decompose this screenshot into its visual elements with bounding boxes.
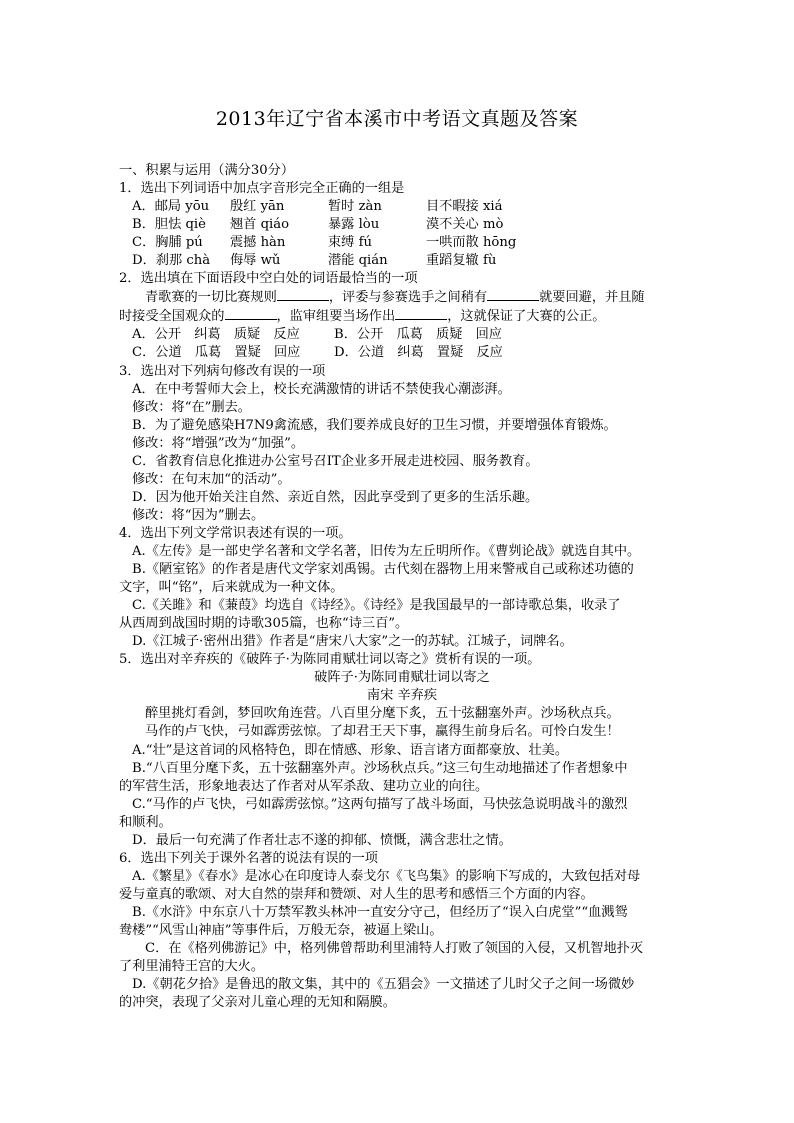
passage-text: ，这就保证了大赛的公正。 [447, 309, 606, 325]
question-3-option-a: A．在中考誓师大会上，校长充满激情的讲话不禁使我心潮澎湃。 [132, 381, 511, 397]
question-2-stem: 2．选出填在下面语段中空白处的词语最恰当的一项 [119, 271, 418, 287]
poem-author: 南宋 辛弃疾 [366, 688, 438, 704]
question-5-option-a: A.“壮”是这首词的风格特色，即在情感、形象、语言诸方面都豪放、壮美。 [132, 742, 569, 758]
document-body [119, 162, 685, 1012]
question-1-option-c [119, 234, 685, 252]
question-6-option-b-line-1: B.《水浒》中东京八十万禁军教头林冲一直安分守己，但经历了“误入白虎堂”“血溅鸳 [132, 904, 628, 920]
question-6-option-d-line-1: D.《朝花夕拾》是鲁迅的散文集，其中的《五猖会》一文描述了儿时父子之间一场微妙 [132, 977, 635, 993]
poem-line-2: 马作的卢飞快，弓如霹雳弦惊。了却君王天下事，赢得生前身后名。可怜白发生！ [145, 724, 620, 740]
question-5-option-b-line-1: B.“八百里分麾下炙，五十弦翻塞外声。沙场秋点兵。”这三句生动地描述了作者想象中 [132, 760, 628, 776]
passage-text: ，监审组要当场作出 [276, 309, 396, 325]
question-6-option-a-line-1: A.《繁星》《春水》是冰心在印度诗人泰戈尔《飞鸟集》的影响下写成的，大致包括对母 [132, 868, 641, 884]
question-5-option-b-line-2: 的军营生活，形象地表达了作者对从军杀敌、建功立业的向往。 [119, 778, 489, 794]
option-text: 侮辱 wǔ [230, 253, 281, 269]
question-6-stem: 6．选出下列关于课外名著的说法有误的一项 [119, 850, 378, 866]
fill-blank [487, 288, 539, 301]
question-3-fix-a: 修改：将“在”删去。 [132, 399, 251, 415]
poem-title: 破阵子·为陈同甫赋壮词以寄之 [314, 670, 490, 686]
option-text: 潜能 qián [328, 253, 388, 269]
option-text: C．胸脯 pú [132, 235, 203, 251]
option-text: B．胆怯 qiè [132, 217, 206, 233]
question-4-option-c-line-1: C.《关雎》和《蒹葭》均选自《诗经》。《诗经》是我国最早的一部诗歌总集，收录了 [132, 598, 621, 614]
option-text: 一哄而散 hōng [426, 235, 517, 251]
option-text: 暴露 lòu [328, 217, 380, 233]
section-heading: 一、积累与运用（满分30分） [119, 163, 295, 178]
passage-text: 就要回避，并且随 [539, 290, 645, 306]
question-1-option-b [119, 216, 685, 234]
question-5-stem: 5．选出对辛弃疾的《破阵子·为陈同甫赋壮词以寄之》赏析有误的一项。 [119, 652, 541, 668]
question-1-option-a [119, 198, 685, 216]
question-2-options-ab [119, 326, 685, 344]
option-text: 暂时 zàn [328, 199, 382, 215]
question-1-stem: 1．选出下列词语中加点字音形完全正确的一组是 [119, 181, 405, 197]
question-3-fix-c: 修改：在句末加“的活动”。 [132, 471, 291, 487]
question-2-passage-line-2 [119, 307, 685, 326]
fill-blank [277, 288, 329, 301]
question-6-option-b-line-2: 鸯楼”“风雪山神庙”等事件后，万般无奈，被逼上梁山。 [119, 922, 443, 938]
question-2-options-cd [119, 344, 685, 362]
question-4-option-d: D.《江城子·密州出猎》作者是“唐宋八大家”之一的苏轼。江城子，词牌名。 [132, 634, 573, 650]
question-3-option-c: C．省教育信息化推进办公室号召IT企业多开展走进校园、服务教育。 [132, 453, 539, 469]
passage-text: 青歌赛的一切比赛规则 [145, 290, 277, 306]
question-6-option-c-line-2: 了利里浦特王宫的大火。 [119, 959, 265, 975]
question-4-option-b-line-1: B.《陋室铭》的作者是唐代文学家刘禹锡。古代刻在器物上用来警戒自己或称述功德的 [132, 562, 634, 578]
option-text: 震撼 hàn [230, 235, 286, 251]
option-text: D．公道 纠葛 置疑 反应 [334, 345, 503, 361]
option-text: 殷红 yān [230, 199, 285, 215]
question-3-fix-d: 修改：将“因为”删去。 [132, 507, 265, 523]
question-2-passage-line-1 [119, 288, 685, 307]
question-6-option-a-line-2: 爱与童真的歌颂、对大自然的崇拜和赞颂、对人生的思考和感悟三个方面的内容。 [119, 886, 594, 902]
poem-line-1: 醉里挑灯看剑，梦回吹角连营。八百里分麾下炙，五十弦翻塞外声。沙场秋点兵。 [145, 706, 620, 722]
option-text: A．公开 纠葛 质疑 反应 [132, 327, 300, 343]
option-text: D．刹那 chà [132, 253, 211, 269]
question-5-option-d: D．最后一句充满了作者壮志不遂的抑郁、愤慨，满含悲壮之情。 [132, 832, 512, 848]
question-4-option-c-line-2: 从西周到战国时期的诗歌305篇，也称“诗三百”。 [119, 616, 409, 632]
question-5-option-c-line-1: C.“马作的卢飞快，弓如霹雳弦惊。”这两句描写了战斗场面，马快弦急说明战斗的激烈 [132, 796, 628, 812]
fill-blank [225, 307, 277, 320]
question-6-option-c-line-1: C．在《格列佛游记》中，格列佛曾帮助利里浦特人打败了领国的入侵，又机智地扑灭 [145, 941, 644, 957]
question-4-stem: 4．选出下列文学常识表述有误的一项。 [119, 525, 352, 541]
option-text: 目不暇接 xiá [426, 199, 503, 215]
option-text: B．公开 瓜葛 质疑 回应 [334, 327, 502, 343]
question-3-stem: 3．选出对下列病句修改有误的一项 [119, 363, 326, 379]
question-1-option-d [119, 252, 685, 270]
option-text: 束缚 fú [328, 235, 372, 251]
option-text: 翘首 qiáo [230, 217, 290, 233]
question-4-option-b-line-2: 文字，叫“铭”，后来就成为一种文体。 [119, 580, 344, 596]
option-text: 重蹈复辙 fù [426, 253, 497, 269]
question-3-option-b: B．为了避免感染H7N9禽流感，我们要养成良好的卫生习惯，并要增强体育锻炼。 [132, 417, 617, 433]
option-text: C．公道 瓜葛 置疑 回应 [132, 345, 301, 361]
question-6-option-d-line-2: 的冲突，表现了父亲对儿童心理的无知和隔膜。 [119, 995, 396, 1011]
question-3-fix-b: 修改：将“增强”改为“加强”。 [132, 435, 305, 451]
passage-text: ，评委与参赛选手之间稍有 [328, 290, 488, 306]
passage-text: 时接受全国观众的 [119, 309, 225, 325]
question-5-option-c-line-2: 和顺利。 [119, 814, 172, 830]
option-text: A．邮局 yōu [132, 199, 210, 215]
fill-blank [395, 307, 447, 320]
page-title: 2013年辽宁省本溪市中考语文真题及答案 [215, 108, 579, 130]
question-4-option-a: A.《左传》是一部史学名著和文学名著，旧传为左丘明所作。《曹刿论战》就选自其中。 [132, 543, 641, 559]
question-3-option-d: D．因为他开始关注自然、亲近自然，因此享受到了更多的生活乐趣。 [132, 489, 539, 505]
option-text: 漠不关心 mò [426, 217, 504, 233]
